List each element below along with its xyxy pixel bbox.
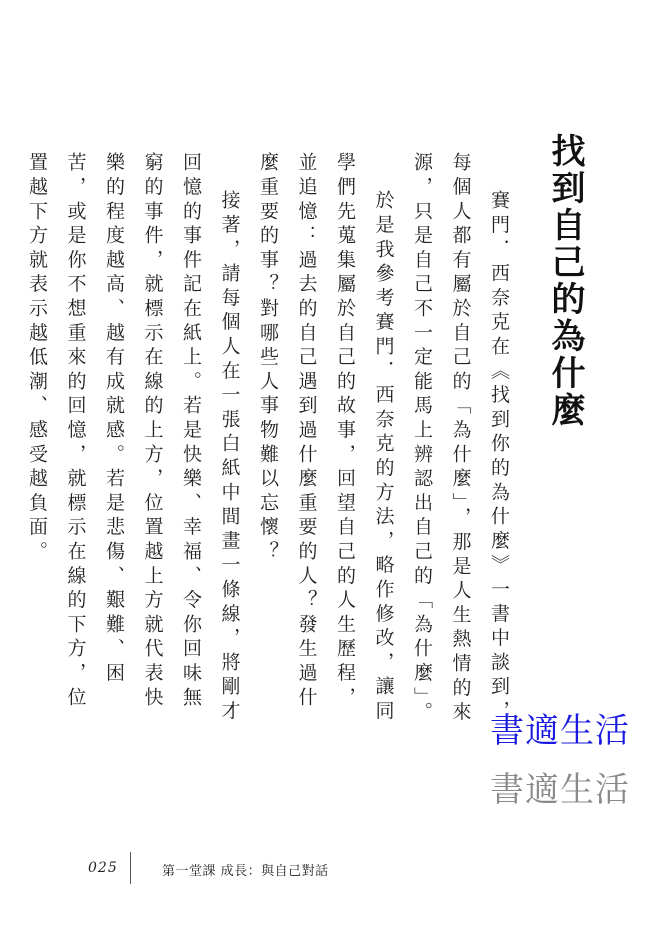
watermark-primary: 書適生活 — [490, 711, 630, 751]
paragraph-2: 於是我參考賽門．西奈克的方法，略作修改，讓同學們先蒐集屬於自己的故事，回望自己的人生歷程，並追憶：過去的自己遇到過什麼重要的人？發生過什麼重要的事？對哪些人事物難以忘懷？ — [257, 152, 395, 725]
chapter-title: 找到自己的為什麼 — [545, 133, 585, 429]
paragraph-3: 接著，請每個人在一張白紙中間畫一條線，將剛才回憶的事件記在紙上。若是快樂、幸福、令你回味無窮的事件，就標示在線的上方，位置越上方就代表快樂的程度越高、越有成就感。若是悲傷、艱難、困苦，或是你不想重來的回憶，就標示在線的下方，位置越下方就表示越低潮、感受越負面。 — [26, 152, 241, 725]
footer-divider — [130, 852, 131, 884]
page-number: 025 — [88, 860, 118, 876]
watermark-secondary: 書適生活 — [490, 770, 630, 810]
paragraph-1: 賽門．西奈克在《找到你的為什麼》一書中談到，每個人都有屬於自己的「為什麼」，那是人生熱情的來源，只是自己不一定能馬上辨認出自己的「為什麼」。 — [411, 152, 510, 726]
running-title: 第一堂課 成長：與自己對話 — [162, 864, 329, 879]
body-text — [0, 152, 518, 732]
